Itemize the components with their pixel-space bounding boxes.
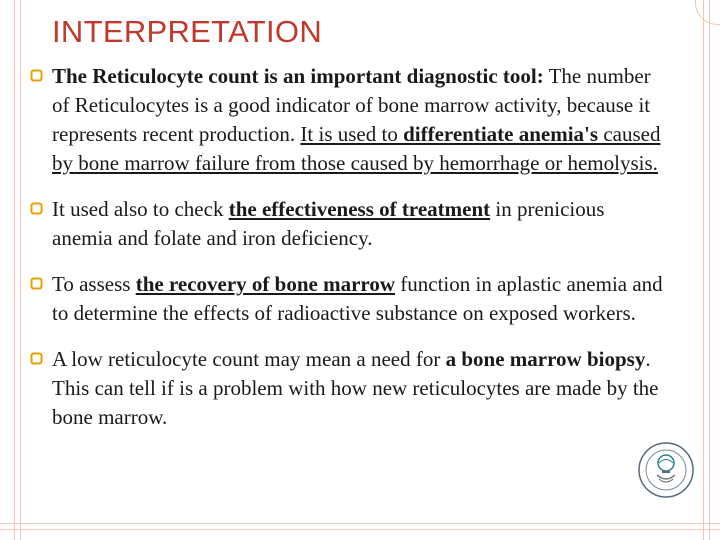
frame-line-bottom bbox=[0, 529, 720, 530]
bullet-item-recovery bbox=[30, 270, 670, 328]
bullet-1-emphasis: differentiate anemia's bbox=[403, 122, 599, 146]
bullet-4-emphasis: a bone marrow biopsy bbox=[445, 347, 646, 371]
bullet-2-text: It used also to check bbox=[52, 197, 229, 221]
bullet-4-text-end: . This can tell if is a problem with how new reticulocytes are made by the bone marrow. bbox=[52, 347, 659, 429]
bullet-1-underlined-end: caused by bone marrow failure from those caused by hemorrhage or hemolysis. bbox=[52, 122, 661, 175]
bullet-list bbox=[30, 62, 670, 449]
hollow-square-bullet-icon bbox=[30, 69, 43, 82]
bullet-1-lead: The Reticulocyte count is an important diagnostic tool: bbox=[52, 64, 544, 88]
frame-line-right-inner bbox=[703, 0, 704, 540]
frame-line-left-inner bbox=[20, 0, 21, 540]
hollow-square-bullet-icon bbox=[30, 352, 43, 365]
bullet-2-text-end: in prenicious anemia and folate and iron deficiency. bbox=[52, 197, 605, 250]
bullet-item-diagnostic-tool bbox=[30, 62, 670, 178]
hollow-square-bullet-icon bbox=[30, 277, 43, 290]
frame-line-bottom-inner bbox=[0, 523, 720, 524]
hollow-square-bullet-icon bbox=[30, 202, 43, 215]
university-seal-logo bbox=[637, 441, 695, 499]
bullet-4-text: A low reticulocyte count may mean a need for bbox=[52, 347, 446, 371]
bullet-1-text: The number of Reticulocytes is a good indicator of bone marrow activity, because it represents recent production. bbox=[52, 64, 651, 146]
frame-line-right bbox=[709, 0, 710, 540]
slide-title: INTERPRETATION bbox=[52, 14, 323, 49]
bullet-3-text-end: function in aplastic anemia and to determine the effects of radioactive substance on exposed workers. bbox=[52, 272, 663, 325]
page-curl-decoration bbox=[695, 0, 720, 25]
bullet-item-biopsy bbox=[30, 345, 670, 432]
bullet-3-emphasis: the recovery of bone marrow bbox=[135, 272, 396, 296]
bullet-1-underlined: It is used to bbox=[300, 122, 404, 146]
bullet-3-text: To assess bbox=[52, 272, 136, 296]
bullet-2-emphasis: the effectiveness of treatment bbox=[228, 197, 491, 221]
frame-line-left bbox=[14, 0, 15, 540]
bullet-item-treatment bbox=[30, 195, 670, 253]
